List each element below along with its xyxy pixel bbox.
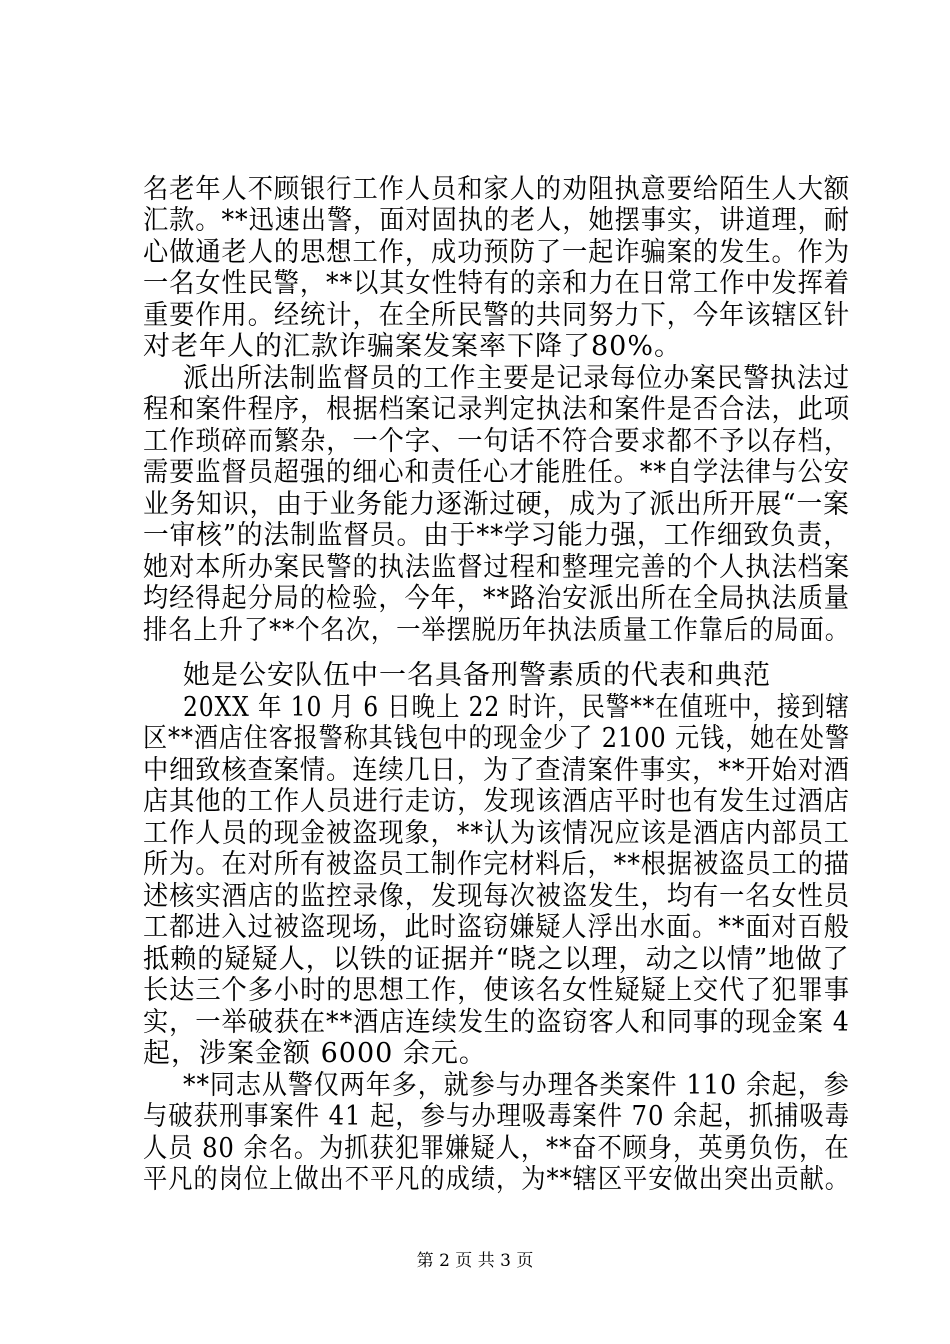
paragraph-1-line-6: 对老年人的汇款诈骗案发案率下降了80%。 <box>143 331 683 362</box>
paragraph-2-line-8: 均经得起分局的检验，今年，**路治安派出所在全局执法质量 <box>143 583 850 614</box>
paragraph-3-line-7: 述核实酒店的监控录像，发现每次被盗发生，均有一名女性员 <box>143 881 851 912</box>
paragraph-2-line-2: 程和案件程序，根据档案记录判定执法和案件是否合法，此项 <box>143 394 851 425</box>
paragraph-3-line-11: 实，一举破获在**酒店连续发生的盗窃客人和同事的现金案 4 <box>143 1007 850 1038</box>
paragraph-3-line-5: 工作人员的现金被盗现象，**认为该情况应该是酒店内部员工 <box>143 818 850 849</box>
paragraph-4-line-1: **同志从警仅两年多，就参与办理各类案件 110 余起，参 <box>183 1070 850 1101</box>
paragraph-3-line-12: 起，涉案金额 6000 余元。 <box>143 1038 487 1069</box>
paragraph-2-line-1: 派出所法制监督员的工作主要是记录每位办案民警执法过 <box>183 363 851 394</box>
paragraph-3-line-9: 抵赖的疑疑人，以铁的证据并“晓之以理，动之以情”地做了 <box>143 944 850 975</box>
section-heading: 她是公安队伍中一名具备刑警素质的代表和典范 <box>183 660 771 691</box>
paragraph-1-line-4: 一名女性民警，**以其女性特有的亲和力在日常工作中发挥着 <box>143 268 850 299</box>
paragraph-2-line-4: 需要监督员超强的细心和责任心才能胜任。**自学法律与公安 <box>143 457 850 488</box>
paragraph-3-line-6: 所为。在对所有被盗员工制作完材料后，**根据被盗员工的描 <box>143 849 850 880</box>
paragraph-4-line-3: 人员 80 余名。为抓获犯罪嫌疑人，**奋不顾身，英勇负伤，在 <box>143 1133 850 1164</box>
paragraph-1-line-5: 重要作用。经统计，在全所民警的共同努力下，今年该辖区针 <box>143 300 851 331</box>
paragraph-3-line-8: 工都进入过被盗现场，此时盗窃嫌疑人浮出水面。**面对百般 <box>143 912 850 943</box>
paragraph-1-line-1: 名老年人不顾银行工作人员和家人的劝阻执意要给陌生人大额 <box>143 174 851 205</box>
paragraph-3-line-10: 长达三个多小时的思想工作，使该名女性疑疑上交代了犯罪事 <box>143 975 851 1006</box>
paragraph-3-line-1: 20XX 年 10 月 6 日晚上 22 时许，民警**在值班中，接到辖 <box>183 692 850 723</box>
paragraph-2-line-9: 排名上升了**个名次，一举摆脱历年执法质量工作靠后的局面。 <box>143 615 850 646</box>
paragraph-3-line-4: 店其他的工作人员进行走访，发现该酒店平时也有发生过酒店 <box>143 786 851 817</box>
page-number-footer: 第 2 页 共 3 页 <box>416 1251 534 1271</box>
paragraph-4-line-4: 平凡的岗位上做出不平凡的成绩，为**辖区平安做出突出贡献。 <box>143 1164 850 1195</box>
paragraph-3-line-3: 中细致核查案情。连续几日，为了查清案件事实，**开始对酒 <box>143 755 850 786</box>
paragraph-4-line-2: 与破获刑事案件 41 起，参与办理吸毒案件 70 余起，抓捕吸毒 <box>143 1101 851 1132</box>
paragraph-3-line-2: 区**酒店住客报警称其钱包中的现金少了 2100 元钱，她在处警 <box>143 723 850 754</box>
paragraph-2-line-5: 业务知识，由于业务能力逐渐过硬，成为了派出所开展“一案 <box>143 489 850 520</box>
paragraph-2-line-6: 一审核”的法制监督员。由于**学习能力强，工作细致负责， <box>143 520 850 551</box>
paragraph-1-line-2: 汇款。**迅速出警，面对固执的老人，她摆事实，讲道理，耐 <box>143 205 850 236</box>
paragraph-2-line-3: 工作琐碎而繁杂，一个字、一句话不符合要求都不予以存档， <box>143 426 851 457</box>
paragraph-1-line-3: 心做通老人的思想工作，成功预防了一起诈骗案的发生。作为 <box>143 237 851 268</box>
paragraph-2-line-7: 她对本所办案民警的执法监督过程和整理完善的个人执法档案 <box>143 552 851 583</box>
